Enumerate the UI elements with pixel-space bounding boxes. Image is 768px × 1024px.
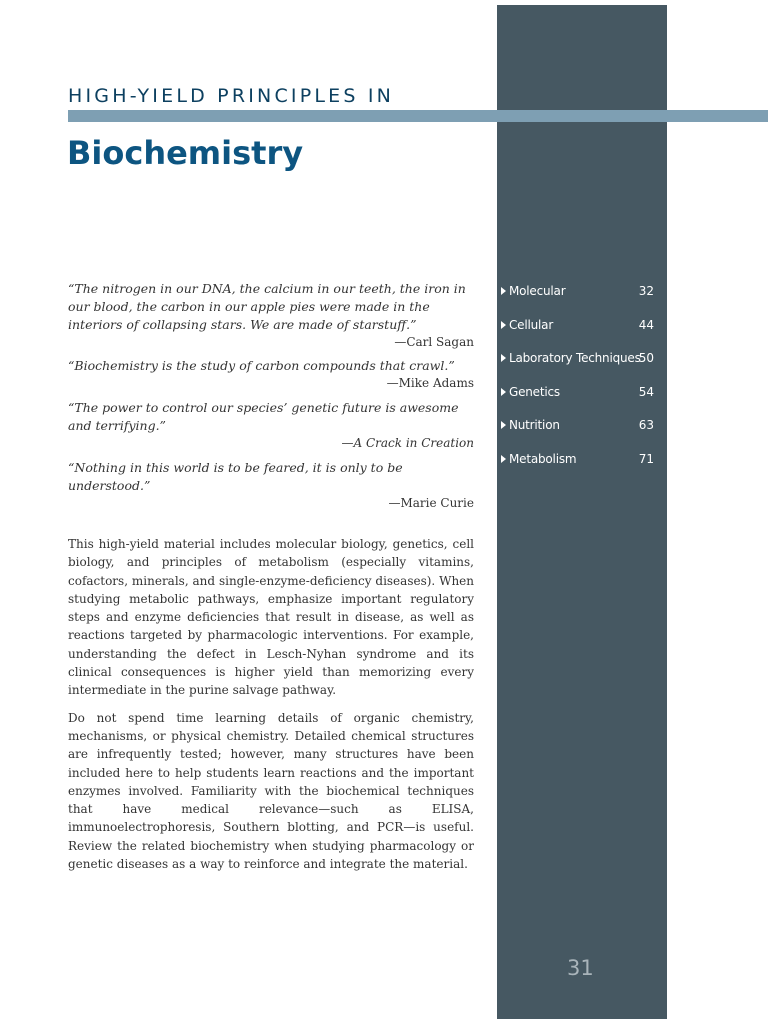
section-toc bbox=[500, 281, 656, 483]
quote-text: “The power to control our species’ genetic future is awesome and terrifying.” bbox=[68, 400, 459, 433]
toc-item-label: Nutrition bbox=[509, 418, 560, 433]
toc-item-cellular[interactable] bbox=[500, 315, 656, 349]
toc-item-label: Genetics bbox=[509, 384, 560, 399]
toc-item-page: 71 bbox=[638, 451, 654, 466]
chapter-title: Biochemistry bbox=[67, 134, 304, 172]
quote-block bbox=[68, 459, 474, 511]
toc-item-page: 63 bbox=[638, 418, 654, 433]
triangle-right-icon bbox=[501, 455, 506, 463]
quote-attribution: —Mike Adams bbox=[386, 376, 474, 390]
toc-item-page: 44 bbox=[638, 317, 654, 332]
quote-block bbox=[68, 357, 474, 391]
quote-attribution bbox=[68, 435, 474, 451]
toc-item-page: 50 bbox=[638, 351, 654, 366]
quote-text: “Nothing in this world is to be feared, it is only to be understood.” bbox=[68, 460, 403, 493]
book-kicker: HIGH-YIELD PRINCIPLES IN bbox=[68, 85, 395, 107]
toc-item-label: Metabolism bbox=[509, 451, 577, 466]
body-paragraph: Do not spend time learning details of organic chemistry, mechanisms, or physical chemistry. Detailed chemical structures are infrequently tested; however, many structures have been included here to help students learn reactions and the important enzymes involved. Familiarity with the biochemical techniques that have medical relevance—such as ELISA, immunoelectrophoresis, Southern blotting, and PCR—is useful. Review the related biochemistry when studying pharmacology or genetic diseases as a way to reinforce and integrate the material. bbox=[68, 710, 474, 872]
quote-attribution: —Marie Curie bbox=[388, 496, 474, 510]
toc-item-label: Laboratory Techniques bbox=[509, 351, 641, 366]
quote-block bbox=[68, 399, 474, 451]
toc-item-page: 32 bbox=[638, 284, 654, 298]
toc-item-label: Molecular bbox=[509, 284, 566, 298]
quote-attribution: —Carl Sagan bbox=[394, 335, 474, 349]
header-accent-bar bbox=[68, 110, 768, 122]
triangle-right-icon bbox=[501, 287, 506, 295]
epigraph-quotes bbox=[68, 280, 474, 511]
body-paragraph: This high-yield material includes molecular biology, genetics, cell biology, and principles of metabolism (especially vitamins, cofactors, minerals, and single-enzyme-deficiency diseases). When studying metabolic pathways, emphasize important regulatory steps and enzyme deficiencies that result in disease, as well as reactions targeted by pharmacologic interventions. For example, understanding the defect in Lesch-Nyhan syndrome and its clinical consequences is higher yield than memorizing every intermediate in the purine salvage pathway. bbox=[68, 537, 474, 698]
toc-item-metabolism[interactable] bbox=[500, 449, 656, 483]
intro-body bbox=[68, 535, 474, 882]
quote-text: “Biochemistry is the study of carbon compounds that crawl.” bbox=[68, 358, 455, 373]
toc-item-molecular[interactable] bbox=[500, 281, 656, 315]
quote-attribution-title: A Crack in Creation bbox=[353, 436, 474, 450]
triangle-right-icon bbox=[501, 388, 506, 396]
toc-item-genetics[interactable] bbox=[500, 382, 656, 416]
toc-item-nutrition[interactable] bbox=[500, 415, 656, 449]
page-number: 31 bbox=[567, 956, 594, 980]
sidebar-panel bbox=[497, 5, 667, 1019]
quote-attribution-dash: — bbox=[341, 436, 354, 450]
triangle-right-icon bbox=[501, 321, 506, 329]
quote-block bbox=[68, 280, 474, 350]
triangle-right-icon bbox=[501, 354, 506, 362]
quote-text: “The nitrogen in our DNA, the calcium in our teeth, the iron in our blood, the carbon in our apple pies were made in the interiors of collapsing stars. We are made of starstuff.” bbox=[68, 281, 466, 332]
toc-item-laboratory-techniques[interactable] bbox=[500, 348, 656, 382]
triangle-right-icon bbox=[501, 421, 506, 429]
toc-item-label: Cellular bbox=[509, 317, 554, 332]
toc-item-page: 54 bbox=[638, 384, 654, 399]
